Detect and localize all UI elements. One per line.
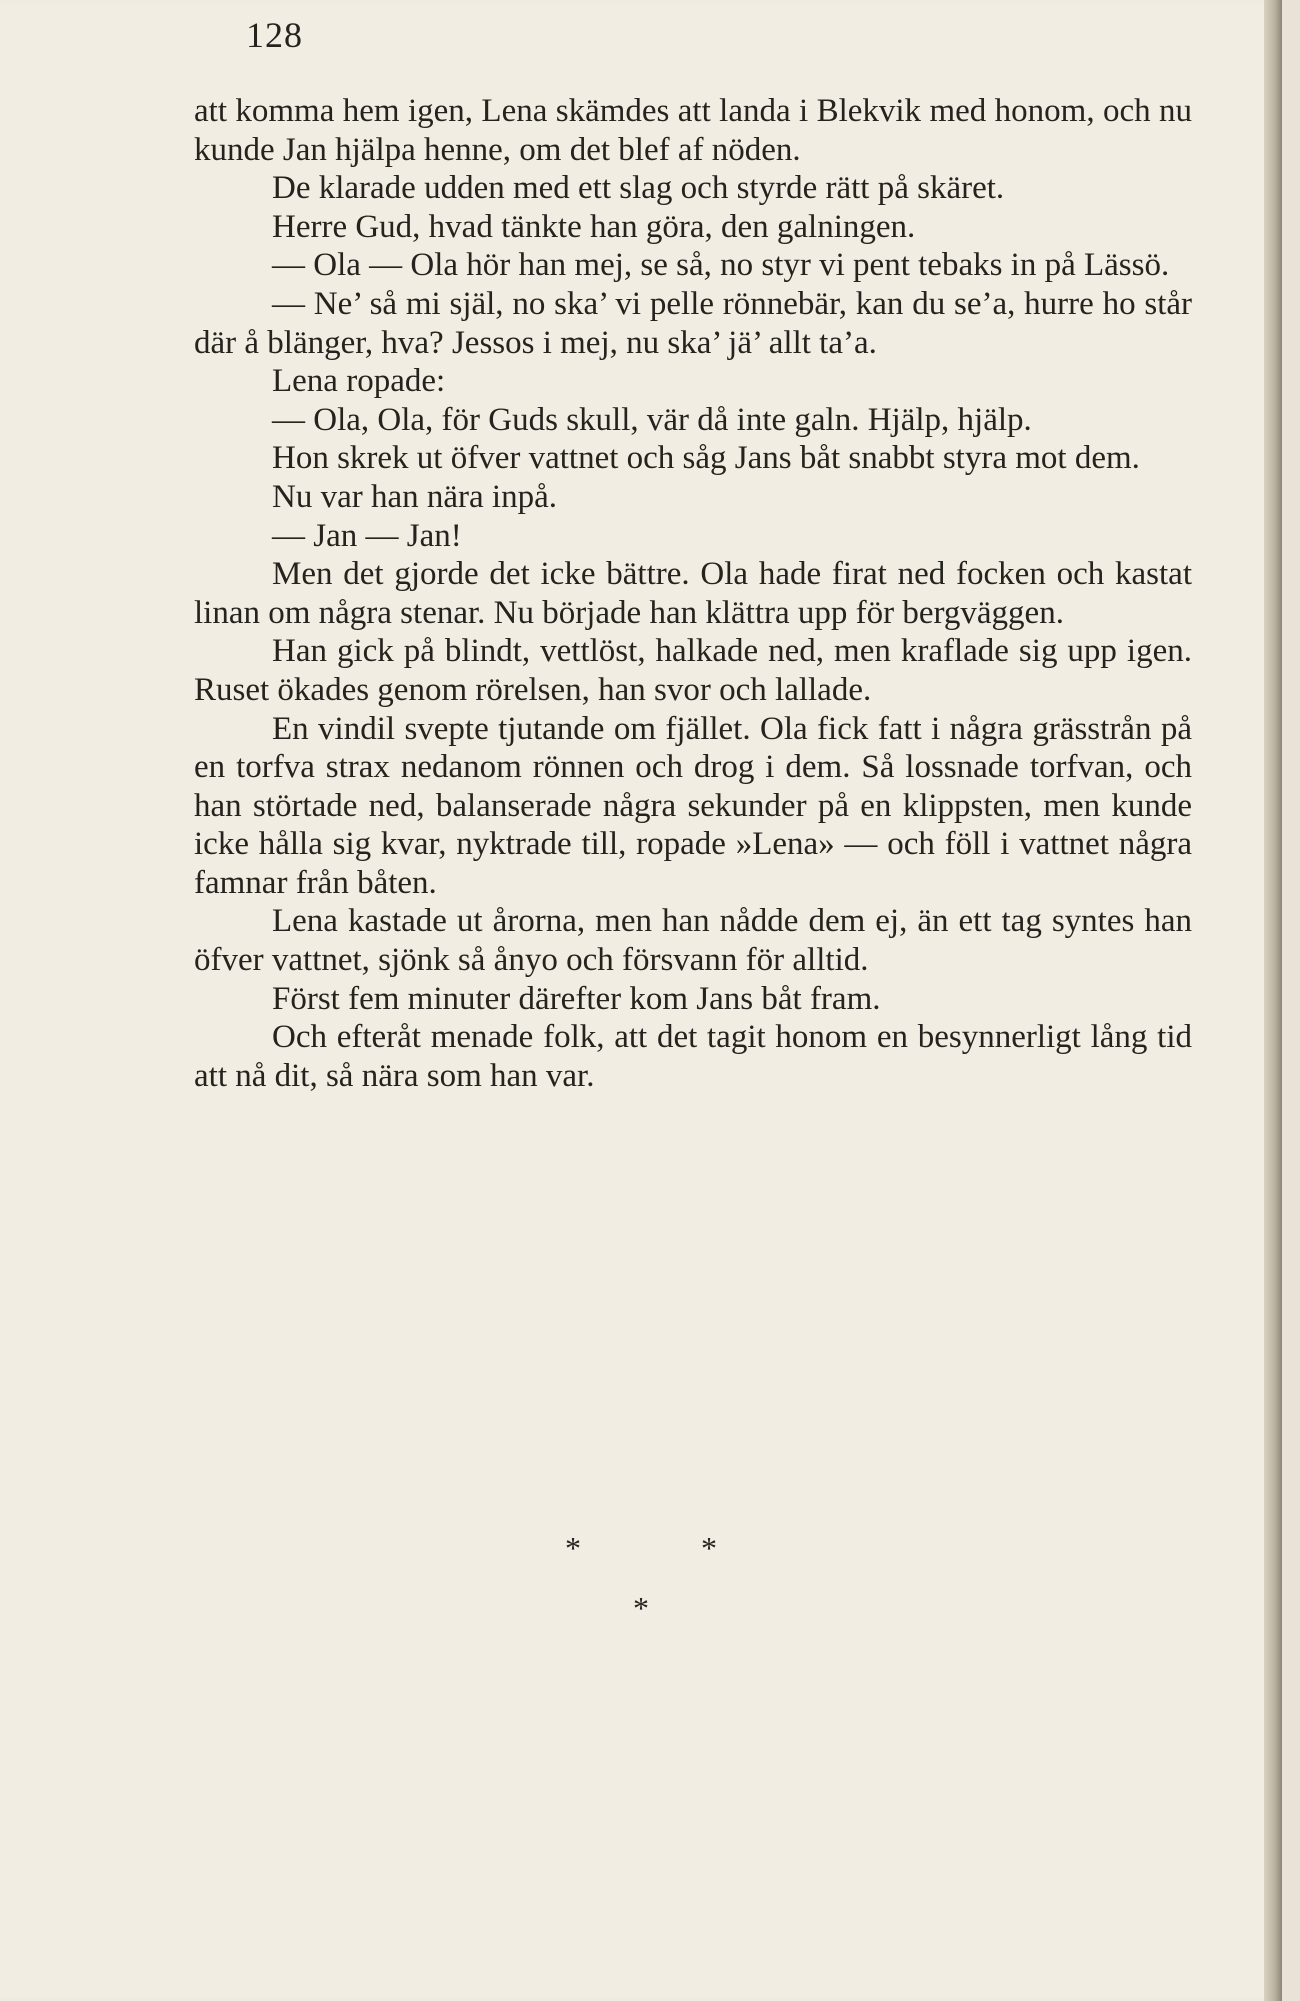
asterisk-left: * [565, 1530, 581, 1566]
paragraph: Hon skrek ut öfver vattnet och såg Jans båt snabbt styra mot dem. [272, 440, 1140, 477]
page-number: 128 [246, 15, 303, 55]
paragraph: — Ne’ så mi själ, no ska’ vi pelle rönnebär, kan du se’a, hurre ho står där å blänger, hva? Jessos i mej, nu ska’ jä’ allt ta’a. [194, 285, 1192, 361]
paragraph: — Ola, Ola, för Guds skull, vär då inte galn. Hjälp, hjälp. [272, 401, 1032, 438]
paragraph: Nu var han nära inpå. [272, 478, 557, 515]
section-break-top [0, 1530, 1282, 1567]
paragraph: — Jan — Jan! [272, 517, 462, 554]
paragraph: Först fem minuter därefter kom Jans båt fram. [272, 980, 881, 1017]
paragraph: — Ola — Ola hör han mej, se så, no styr vi pent tebaks in på Lässö. [272, 247, 1170, 284]
paragraph: Men det gjorde det icke bättre. Ola hade firat ned focken och kastat linan om några stenar. Nu började han klättra upp för bergväggen. [194, 556, 1192, 631]
paragraph: Och efteråt menade folk, att det tagit honom en besynnerligt lång tid att nå dit, så nära som han var. [194, 1019, 1192, 1094]
paragraph: En vindil svepte tjutande om fjället. Ola fick fatt i några grässtrån på en torfva strax nedanom rönnen och drog i dem. Så lossnade torfvan, och han störtade ned, balanserade några sekunder på en klippsten, men kunde icke hålla sig kvar, nyktrade till, ropade »Lena» — och föll i vattnet några famnar från båten. [194, 710, 1192, 901]
body-text [194, 92, 1192, 1095]
paragraph: Herre Gud, hvad tänkte han göra, den galningen. [272, 208, 916, 245]
paragraph: att komma hem igen, Lena skämdes att landa i Blekvik med honom, och nu kunde Jan hjälpa henne, om det blef af nöden. [194, 93, 1192, 168]
paragraph: De klarade udden med ett slag och styrde rätt på skäret. [272, 170, 1005, 207]
paragraph: Han gick på blindt, vettlöst, halkade ned, men kraflade sig upp igen. Ruset ökades genom rörelsen, han svor och lallade. [194, 633, 1192, 708]
asterisk-bottom: * [633, 1590, 649, 1626]
section-break-bottom [0, 1590, 1282, 1627]
page-edge [1264, 0, 1282, 2001]
paragraph: Lena ropade: [272, 363, 446, 400]
paragraph: Lena kastade ut årorna, men han nådde dem ej, än ett tag syntes han öfver vattnet, sjönk så ånyo och försvann för alltid. [194, 903, 1192, 979]
asterisk-right: * [701, 1530, 717, 1566]
